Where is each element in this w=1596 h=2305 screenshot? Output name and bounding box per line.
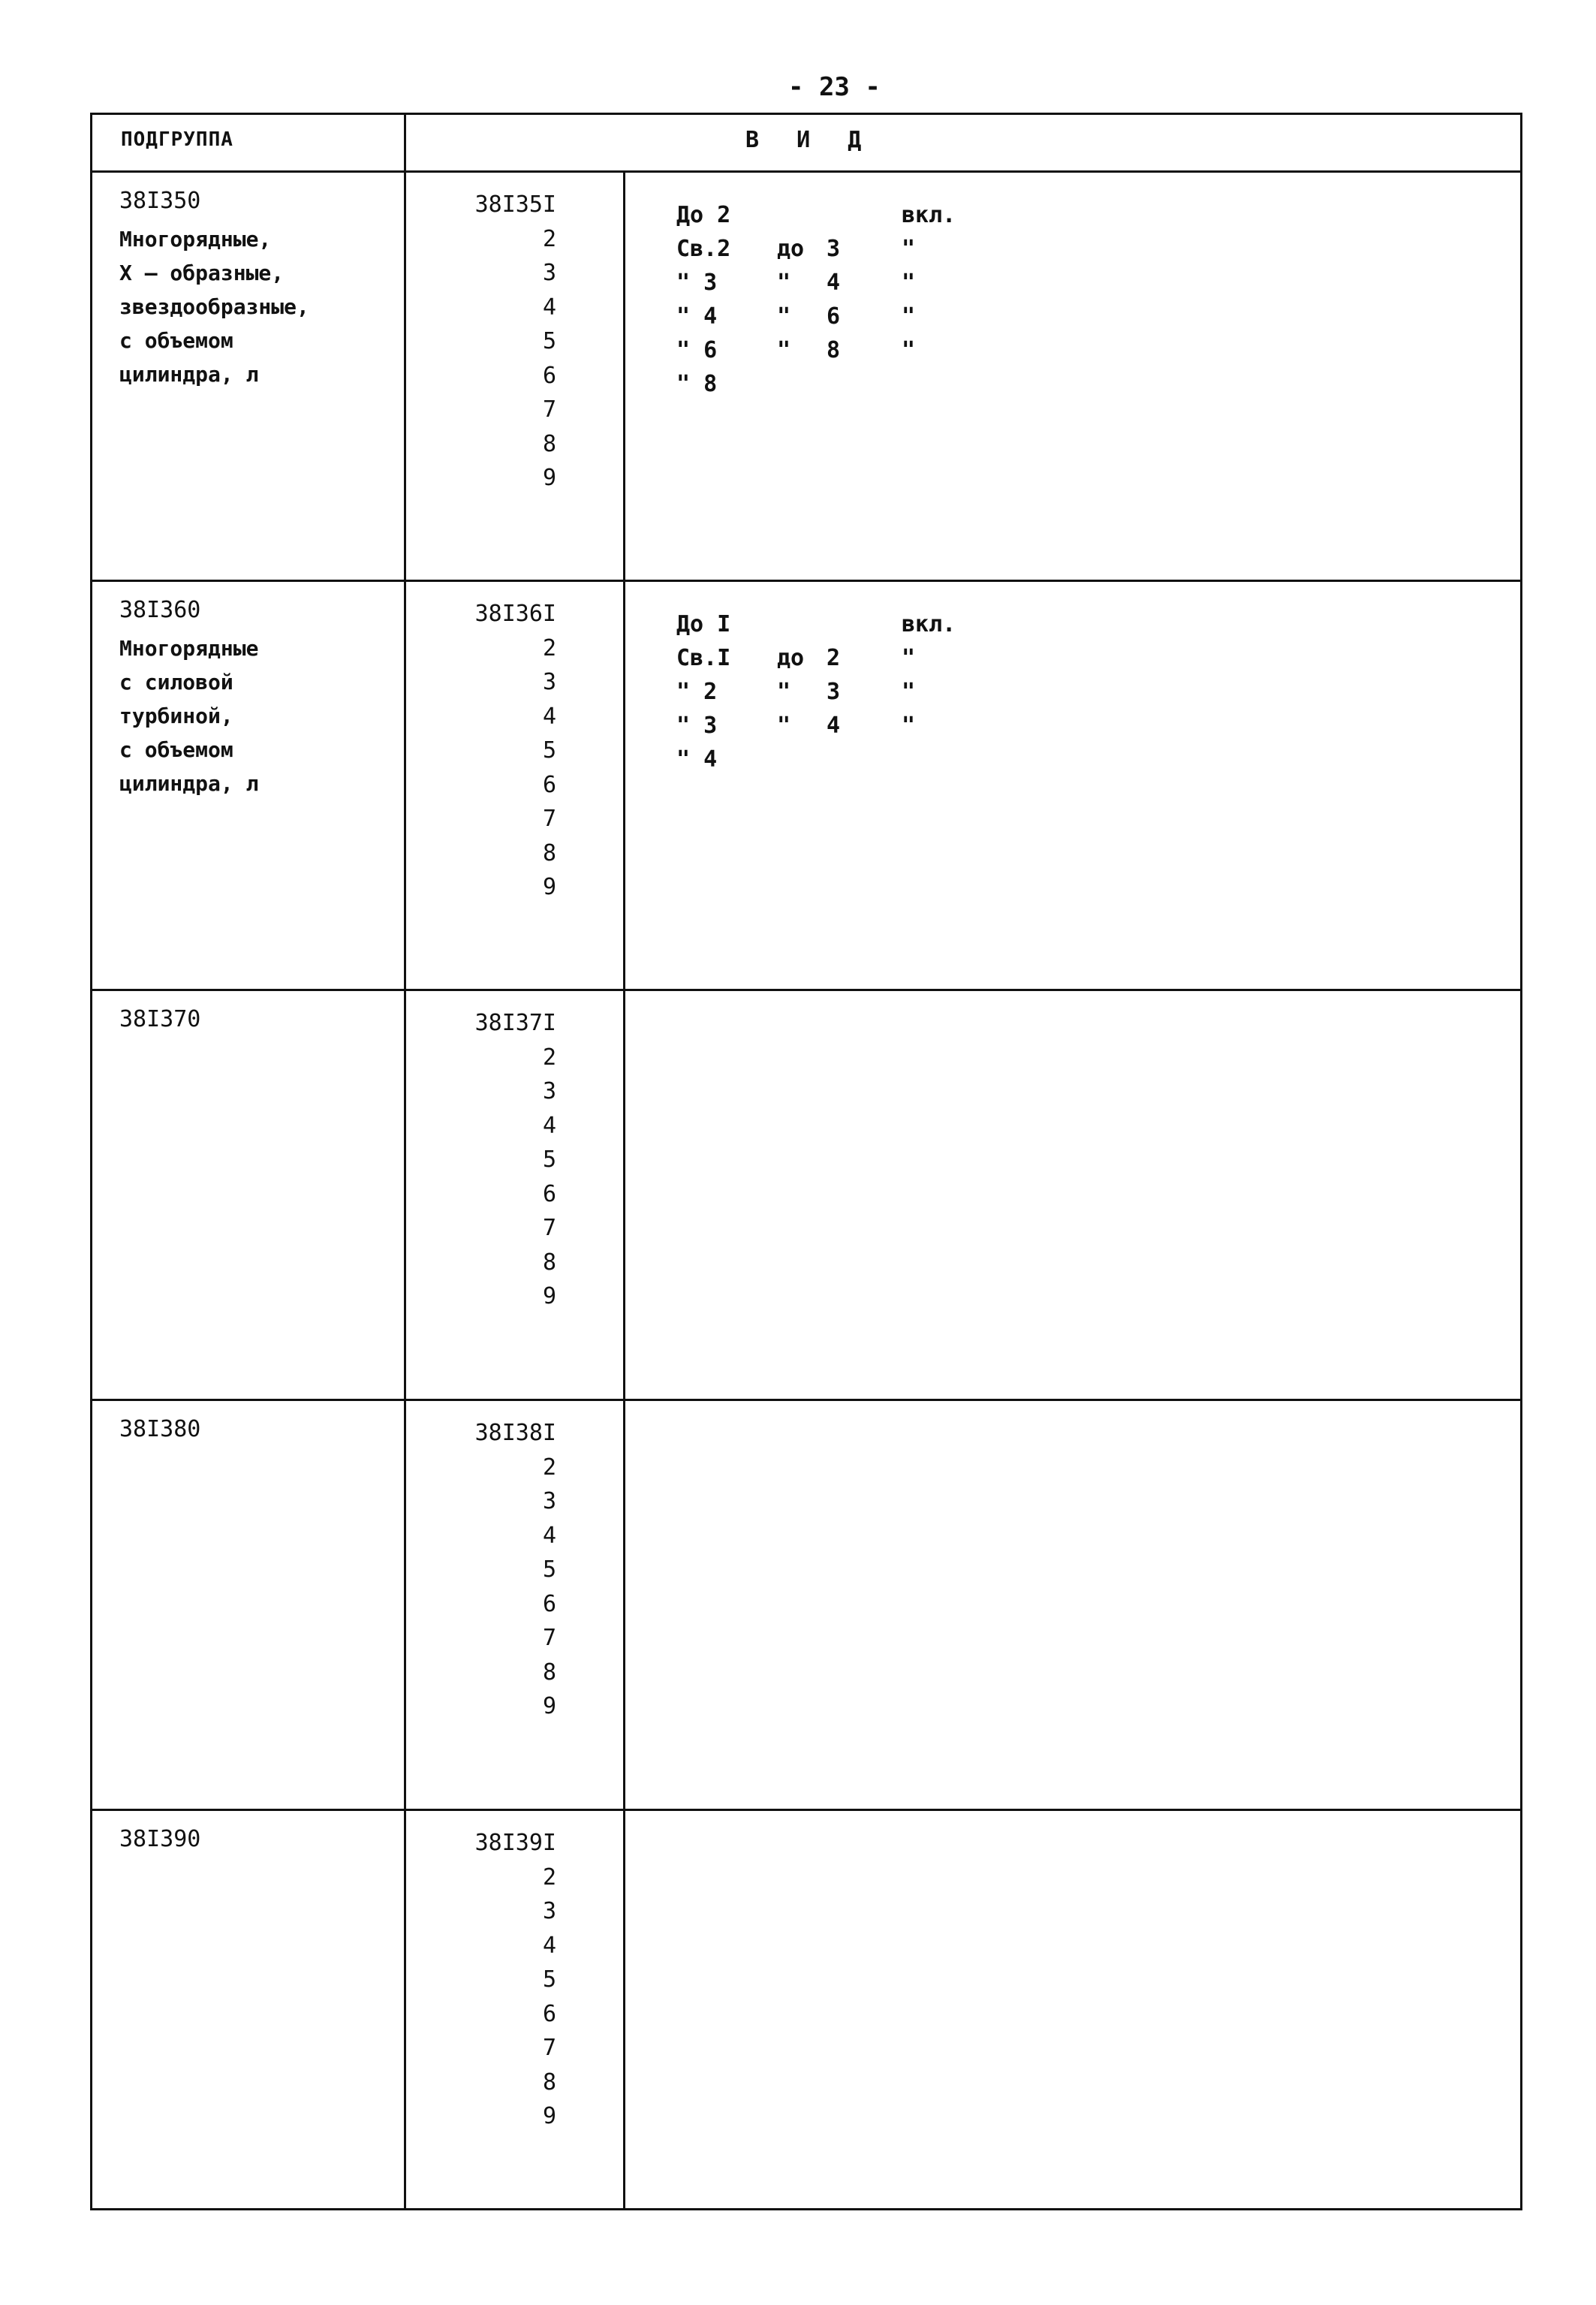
code-item: 4 [542,703,556,730]
vid-text: 6 [827,303,841,330]
code-item: 9 [542,465,556,491]
vid-text: " 4 [676,303,718,330]
code-item: 6 [542,2000,556,2027]
code-item: 8 [542,839,556,866]
code-item: 7 [542,806,556,832]
code-item: 38I35I [474,191,556,218]
codes-cell [406,1811,625,2210]
vid-text: " [902,236,916,262]
codes-cell [406,1401,625,1809]
code-item: 5 [542,1966,556,1993]
code-item: 5 [542,1556,556,1583]
vid-text: до [777,645,805,671]
vid-text: до [777,236,805,262]
subgroup-code: 38I360 [119,597,201,623]
vid-text: " 3 [676,713,718,739]
vid-text: Св.I [676,645,731,671]
code-item: 4 [542,1932,556,1959]
vid-text: 4 [827,713,841,739]
code-item: 8 [542,1659,556,1686]
code-item: 7 [542,1215,556,1241]
codes-list [444,597,556,905]
code-item: 3 [542,669,556,695]
vid-text: " 3 [676,270,718,296]
subgroup-description: Многорядные с силовой турбиной, с объемом цилиндра, л [119,636,259,796]
vid-text: До I [676,611,731,637]
code-item: 2 [542,1864,556,1891]
code-item: 3 [542,1078,556,1104]
code-item: 3 [542,1898,556,1924]
code-item: 7 [542,2035,556,2061]
table-row [92,173,1520,582]
vid-text: " 6 [676,337,718,363]
vid-text: " [777,337,791,363]
code-item: 2 [542,1454,556,1481]
vid-text: 4 [827,270,841,296]
table-row [92,1401,1520,1811]
code-item: 8 [542,1249,556,1276]
code-item: 6 [542,771,556,798]
vid-text: " [902,337,916,363]
vid-text: " 4 [676,746,718,773]
subgroup-description: Многорядные, X – образные, звездообразные, с объемом цилиндра, л [119,227,309,387]
classification-table [90,113,1522,2210]
vid-text: " [902,303,916,330]
vid-text: 2 [827,645,841,671]
vid-text: " [777,270,791,296]
code-item: 38I37I [474,1010,556,1036]
code-item: 9 [542,1693,556,1719]
code-item: 2 [542,225,556,252]
subgroup-cell [92,582,406,989]
subgroup-code: 38I370 [119,1006,201,1032]
code-item: 3 [542,260,556,286]
code-item: 5 [542,1146,556,1173]
code-item: 38I38I [474,1420,556,1446]
codes-list [444,1006,556,1314]
code-item: 4 [542,1522,556,1549]
vid-cell [625,991,1520,1399]
table-header [92,113,1520,173]
table-row [92,1811,1520,2210]
code-item: 5 [542,737,556,764]
table-row [92,991,1520,1401]
code-item: 5 [542,328,556,354]
code-item: 8 [542,430,556,457]
vid-text: " [902,713,916,739]
code-item: 7 [542,396,556,423]
code-item: 2 [542,634,556,661]
vid-text: " [902,679,916,705]
header-subgroup-cell [92,115,406,170]
vid-text: " 8 [676,371,718,397]
header-subgroup-label: ПОДГРУППА [121,128,233,151]
subgroup-cell [92,173,406,580]
vid-cell [625,1811,1520,2210]
vid-text: Св.2 [676,236,731,262]
code-item: 8 [542,2068,556,2096]
vid-text: " [902,645,916,671]
code-item: 6 [542,362,556,389]
vid-cell [625,1401,1520,1809]
vid-text: 8 [827,337,841,363]
vid-text: 3 [827,236,841,262]
subgroup-cell [92,1401,406,1809]
vid-text: " [777,303,791,330]
codes-cell [406,582,625,989]
code-item: 9 [542,874,556,900]
vid-text: вкл. [902,611,956,637]
subgroup-cell [92,991,406,1399]
vid-text: " [777,713,791,739]
code-item: 4 [542,294,556,321]
vid-text: " 2 [676,679,718,705]
code-item: 38I39I [474,1830,556,1856]
vid-text: " [902,270,916,296]
code-item: 2 [542,1044,556,1071]
code-item: 9 [542,1283,556,1309]
code-item: 6 [542,1180,556,1207]
codes-list [444,1416,556,1724]
page-number: - 23 - [788,72,881,102]
vid-cell [625,582,1520,989]
vid-text: вкл. [902,202,956,228]
vid-text: До 2 [676,202,731,228]
code-item: 7 [542,1625,556,1651]
header-vid-label: В И Д [745,127,874,153]
subgroup-cell [92,1811,406,2210]
table-row [92,582,1520,991]
vid-cell [625,173,1520,580]
code-item: 38I36I [474,601,556,627]
codes-list [444,188,556,496]
codes-cell [406,991,625,1399]
subgroup-code: 38I350 [119,188,201,214]
vid-text: " [777,679,791,705]
codes-cell [406,173,625,580]
codes-list [444,1826,556,2134]
vid-text: 3 [827,679,841,705]
code-item: 4 [542,1112,556,1139]
subgroup-code: 38I390 [119,1826,201,1852]
code-item: 9 [542,2103,556,2129]
code-item: 6 [542,1590,556,1617]
subgroup-code: 38I380 [119,1416,201,1442]
code-item: 3 [542,1488,556,1514]
